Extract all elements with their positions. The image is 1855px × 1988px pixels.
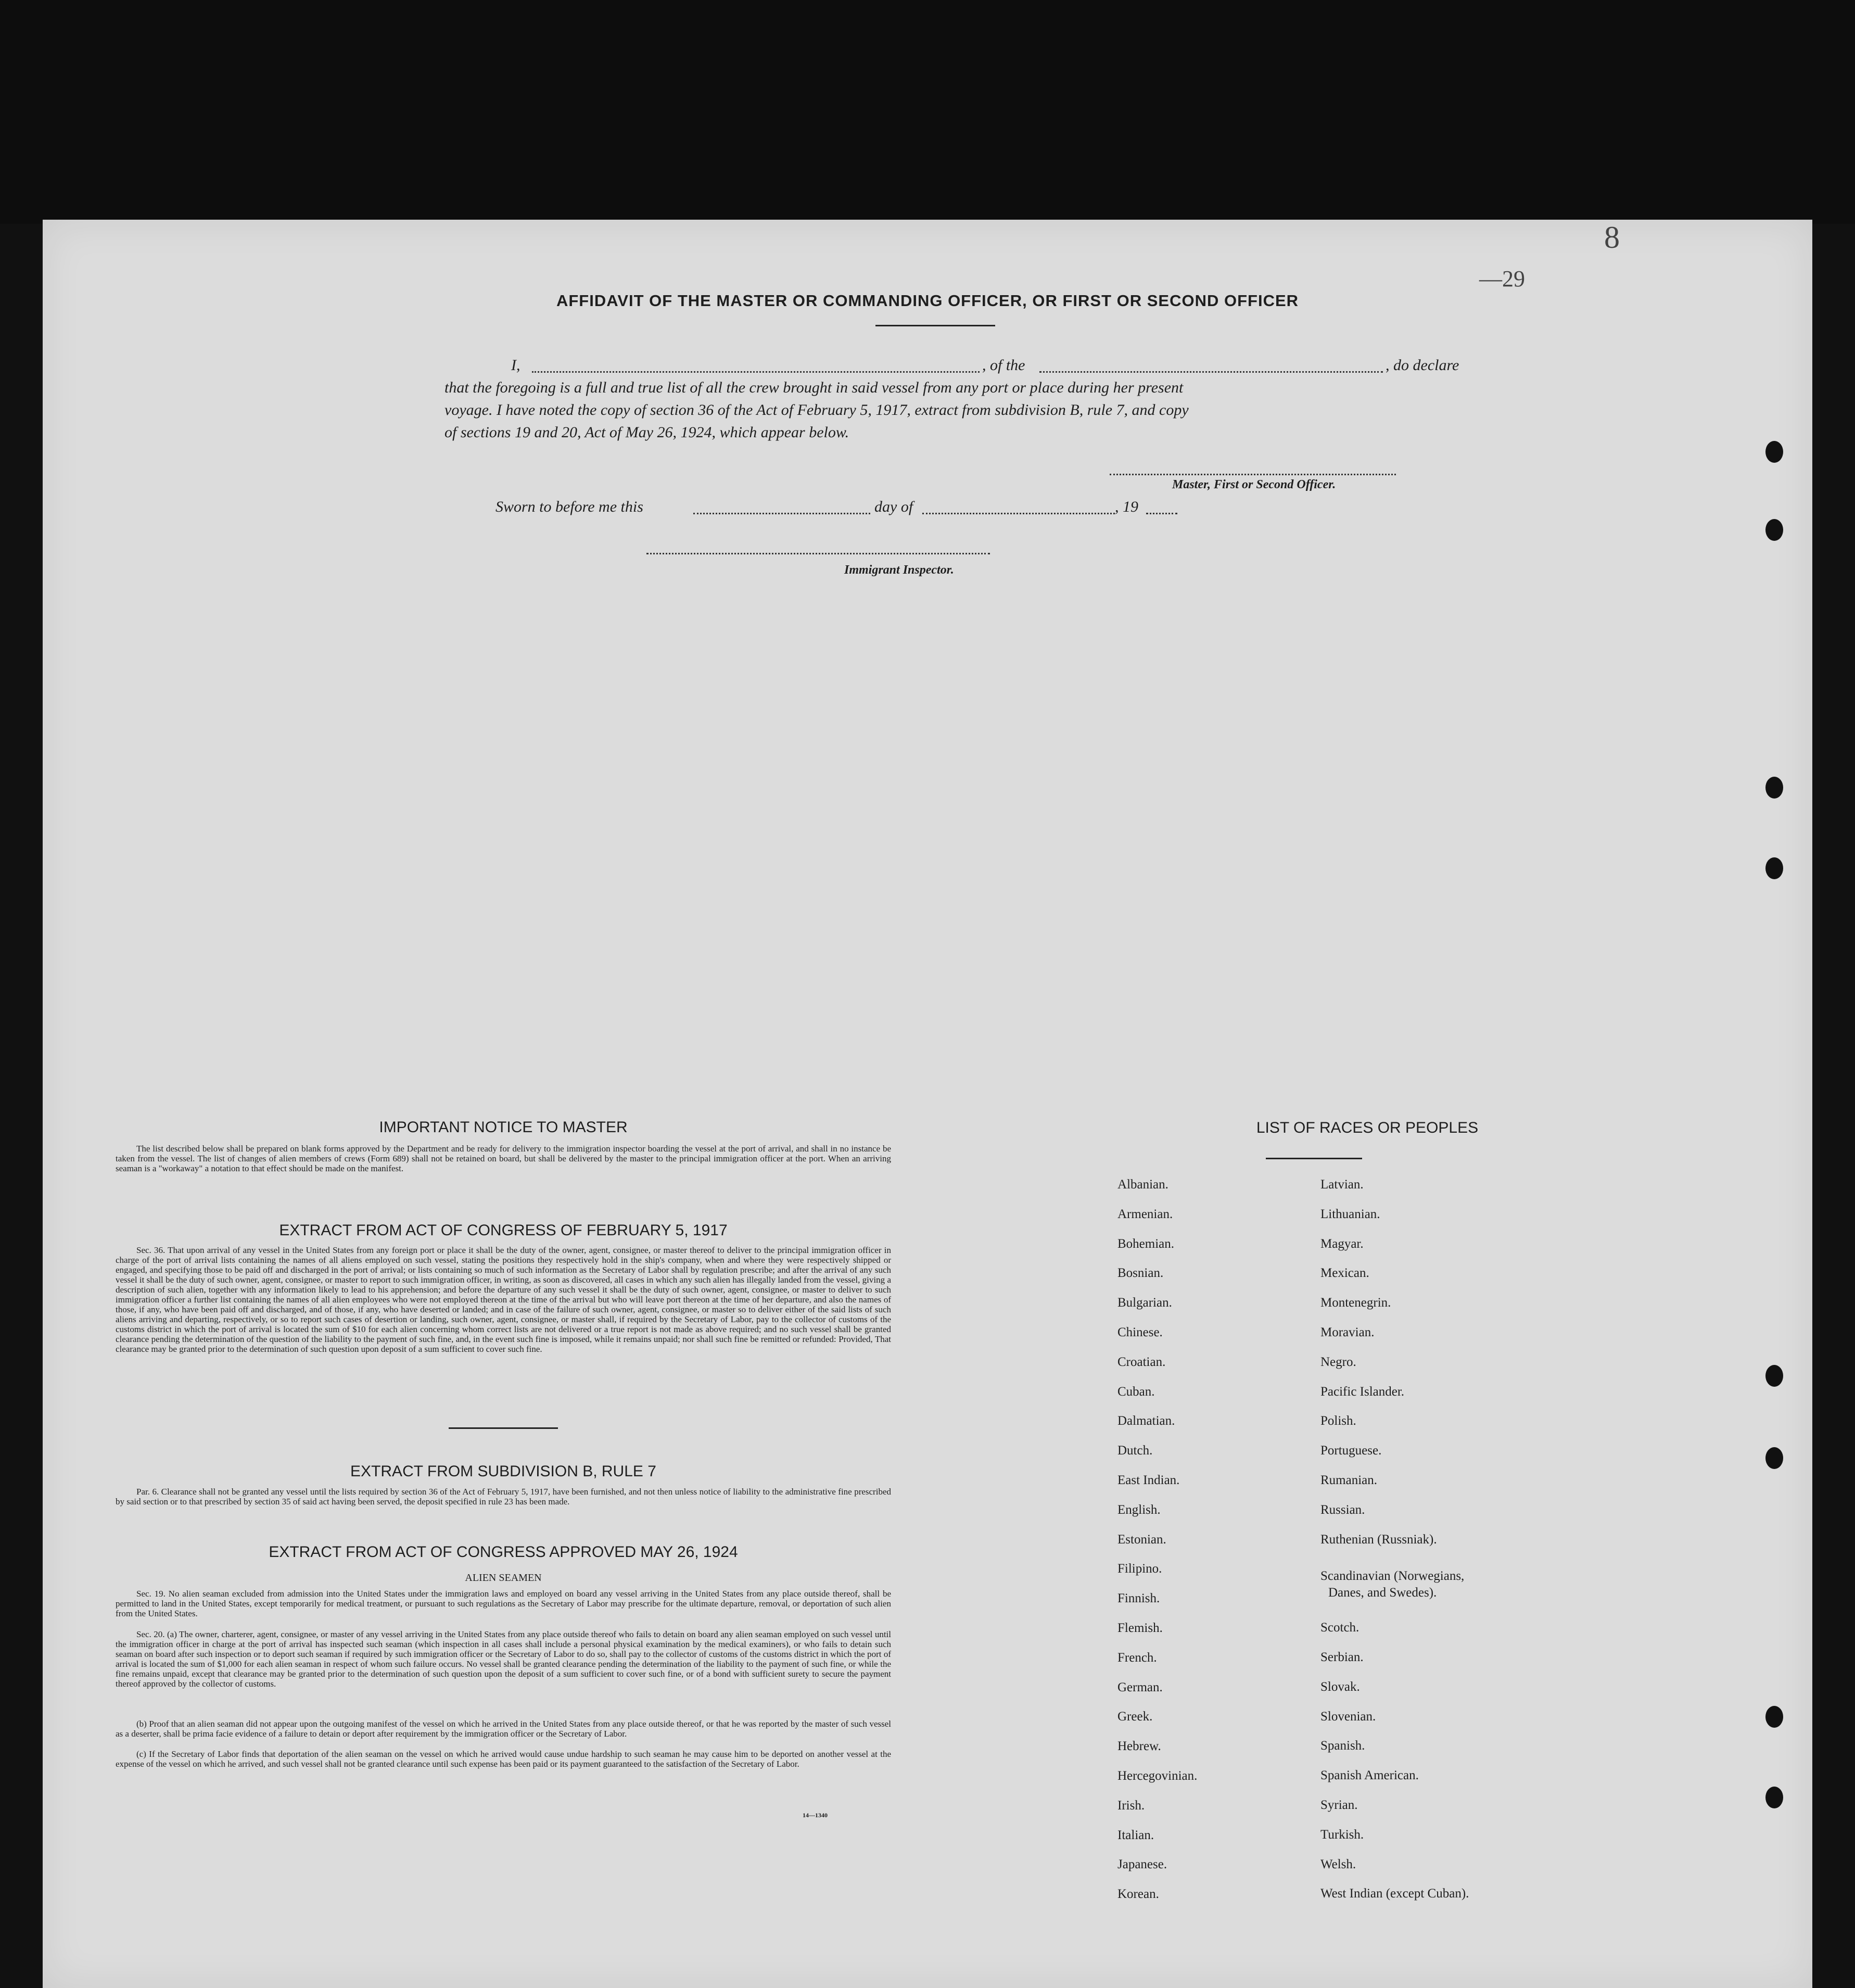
master-signature-line <box>1110 474 1396 475</box>
race-item: Italian. <box>1117 1828 1154 1842</box>
month-blank <box>922 513 1115 514</box>
race-item: Slovenian. <box>1320 1709 1376 1724</box>
form-number: 14—1340 <box>803 1812 828 1819</box>
race-item: Welsh. <box>1320 1857 1356 1871</box>
race-item: Negro. <box>1320 1354 1356 1369</box>
declare-label: , do declare <box>1386 357 1459 374</box>
punch-hole <box>1765 519 1783 541</box>
affidavit-line3: voyage. I have noted the copy of section 36 of the Act of February 5, 1917, extract from subdivision B, rule 7, and copy <box>444 401 1189 419</box>
extract-1924-sec19: Sec. 19. No alien seaman excluded from admission into the United States under the immigration laws and employed on board any vessel arriving in the United States from any place outside thereof, shall be permitted to land in the United States, except temporarily for medical treatment, or pursuant to such regulations as the Secretary of Labor may prescribe for the ultimate departure, removal, or deportation of such alien from the United States. <box>116 1589 891 1618</box>
race-item: Hercegovinian. <box>1117 1769 1198 1783</box>
extract-1924-sec20a: Sec. 20. (a) The owner, charterer, agent, consignee, or master of any vessel arriving in the United States from any place outside thereof who fails to detain on board any alien seaman employed on such vessel until the immigration officer in charge at the port of arrival has inspected such seaman (which inspection in all cases shall include a personal physical examination by the medical examiners), or who fails to detain such seaman on board after such inspection or to deport such seaman if required by such immigration officer or the Secretary of Labor to do so, shall pay to the collector of customs of the customs district in which the port of arrival is located the sum of $1,000 for each alien seaman in respect of whom such failure occurs. No vessel shall be granted clearance pending the determination of the liability to the payment of such fine, or while the fine remains unpaid, except that clearance may be granted prior to the determination of such question upon the deposit of a sum sufficient to cover such fine, or of a bond with sufficient surety to secure the payment thereof approved by the collector of customs. <box>116 1629 891 1689</box>
notice-title: IMPORTANT NOTICE TO MASTER <box>379 1119 628 1136</box>
sworn-line <box>495 496 1224 518</box>
race-item: Irish. <box>1117 1798 1145 1813</box>
title-underline <box>875 325 995 326</box>
race-item: Portuguese. <box>1320 1443 1382 1458</box>
punch-hole <box>1765 857 1783 879</box>
race-item: Slovak. <box>1320 1679 1360 1694</box>
corner-handwritten-mark: —29 <box>1479 266 1525 292</box>
extract-1924-title: EXTRACT FROM ACT OF CONGRESS APPROVED MAY 26, 1924 <box>269 1543 738 1561</box>
race-item: Scotch. <box>1320 1620 1360 1635</box>
race-item: Finnish. <box>1117 1591 1160 1606</box>
race-item: Croatian. <box>1117 1354 1166 1369</box>
punch-hole <box>1765 1365 1783 1387</box>
scan-background <box>0 0 1855 224</box>
punch-hole <box>1765 777 1783 799</box>
race-item: Lithuanian. <box>1320 1207 1380 1221</box>
year-blank <box>1146 513 1177 514</box>
race-item: Danes, and Swedes). <box>1328 1586 1437 1600</box>
vessel-blank <box>1039 371 1383 373</box>
race-item: Greek. <box>1117 1710 1153 1724</box>
race-item: Montenegrin. <box>1320 1296 1391 1310</box>
races-title-underline <box>1266 1158 1362 1159</box>
race-item: Turkish. <box>1320 1827 1364 1842</box>
master-signature-label: Master, First or Second Officer. <box>1172 478 1336 491</box>
day-of-label: day of <box>874 498 913 515</box>
race-item: Scandinavian (Norwegians, <box>1320 1569 1465 1584</box>
race-item: Ruthenian (Russniak). <box>1320 1532 1437 1547</box>
extract-1924-sec20c: (c) If the Secretary of Labor finds that deportation of the alien seaman on the vessel on which he arrived would cause undue hardship to such seaman he may cause him to be deported on another vessel at the expense of the vessel on which he arrived, and such vessel shall not be granted clearance until such expense has been paid or its payment guaranteed to the satisfaction of the Secretary of Labor. <box>116 1749 891 1769</box>
extract-1924-sec20b: (b) Proof that an alien seaman did not appear upon the outgoing manifest of the vessel on which he arrived in the United States from any place outside thereof, or that he was reported by the master of such vessel as a deserter, shall be prima facie evidence of a failure to detain or deport after requirement by the immigration officer or the Secretary of Labor. <box>116 1719 891 1739</box>
race-item: Polish. <box>1320 1414 1356 1428</box>
race-item: Moravian. <box>1320 1325 1375 1339</box>
year-label: , 19 <box>1115 498 1138 515</box>
race-item: East Indian. <box>1117 1473 1180 1487</box>
day-blank <box>693 513 870 514</box>
notice-body: The list described below shall be prepared on blank forms approved by the Department and be ready for delivery to the immigration inspector boarding the vessel at the port of arrival, and shall in no instance be taken from the vessel. The list of changes of alien members of crews (Form 689) shall not be retained on board, but shall be delivered by the master to the principal immigration officer at the port. When an arriving seaman is a "workaway" a notation to that effect should be made on the manifest. <box>116 1144 891 1173</box>
race-item: Pacific Islander. <box>1320 1384 1405 1399</box>
race-item: Mexican. <box>1320 1266 1369 1281</box>
race-item: Syrian. <box>1320 1798 1358 1812</box>
affidavit-title: AFFIDAVIT OF THE MASTER OR COMMANDING OFFICER, OR FIRST OR SECOND OFFICER <box>556 292 1299 310</box>
race-item: English. <box>1117 1502 1161 1517</box>
race-item: German. <box>1117 1680 1163 1694</box>
race-item: Armenian. <box>1117 1207 1173 1221</box>
race-item: Bosnian. <box>1117 1266 1164 1281</box>
race-item: Cuban. <box>1117 1384 1155 1399</box>
punch-hole <box>1765 1447 1783 1469</box>
race-item: West Indian (except Cuban). <box>1320 1886 1469 1901</box>
extract-rule7-title: EXTRACT FROM SUBDIVISION B, RULE 7 <box>350 1463 656 1480</box>
punch-hole <box>1765 1787 1783 1808</box>
race-item: Latvian. <box>1320 1177 1364 1192</box>
extract-1917-title: EXTRACT FROM ACT OF CONGRESS OF FEBRUARY 5, 1917 <box>279 1222 728 1239</box>
race-item: Magyar. <box>1320 1236 1364 1251</box>
race-item: Russian. <box>1320 1502 1365 1517</box>
punch-hole <box>1765 441 1783 463</box>
races-title: LIST OF RACES OR PEOPLES <box>1256 1119 1479 1136</box>
inspector-signature-line <box>646 553 990 554</box>
race-item: Hebrew. <box>1117 1739 1161 1754</box>
race-item: French. <box>1117 1650 1157 1665</box>
race-item: Rumanian. <box>1320 1473 1378 1487</box>
race-item: Dalmatian. <box>1117 1414 1175 1428</box>
race-item: Serbian. <box>1320 1650 1364 1664</box>
affidavit-i-label: I, <box>511 357 520 374</box>
race-item: Spanish. <box>1320 1739 1365 1753</box>
race-item: Filipino. <box>1117 1562 1162 1576</box>
affidavit-line4: of sections 19 and 20, Act of May 26, 1924, which appear below. <box>444 424 849 441</box>
race-item: Chinese. <box>1117 1325 1163 1339</box>
document-page <box>43 220 1812 1988</box>
affidavit-line1 <box>511 354 1479 376</box>
inspector-signature-label: Immigrant Inspector. <box>844 563 954 577</box>
race-item: Bulgarian. <box>1117 1296 1172 1310</box>
race-item: Korean. <box>1117 1887 1159 1902</box>
race-item: Albanian. <box>1117 1177 1168 1192</box>
of-the-label: , of the <box>982 357 1025 374</box>
sworn-label: Sworn to before me this <box>495 498 643 515</box>
name-blank <box>532 371 980 373</box>
divider <box>449 1427 558 1429</box>
race-item: Japanese. <box>1117 1857 1167 1872</box>
extract-1917-body: Sec. 36. That upon arrival of any vessel in the United States from any foreign port or place it shall be the duty of the owner, agent, consignee, or master thereof to deliver to the principal immigration officer in charge of the port of arrival lists containing the names of all aliens employed on such vessel, stating the positions they respectively hold in the ship's company, when and where they were respectively shipped or engaged, and specifying those to be paid off and discharged in the port of arrival; or lists containing so much of such information as the Secretary of Labor shall by regulation prescribe; and after the arrival of any such vessel it shall be the duty of such owner, agent, consignee, or master to report to such immigration officer, in writing, as soon as discovered, all cases in which any such alien has illegally landed from the vessel, giving a description of such alien, together with any information likely to lead to his apprehension; and before the departure of any such vessel it shall be the duty of such owner, agent, consignee, or master to deliver to such immigration officer a further list containing the names of all alien employees who were not employed thereon at the time of the arrival but who will leave port thereon at the time of her departure, and also the names of those, if any, who have been paid off and discharged, and of those, if any, who have deserted or landed; and in case of the failure of such owner, agent, consignee, or master so to deliver either of the said lists of such aliens arriving and departing, respectively, or so to report such cases of desertion or landing, such owner, agent, consignee, or master shall, if required by the Secretary of Labor, pay to the collector of customs of the customs district in which the port of arrival is located the sum of $10 for each alien concerning whom correct lists are not delivered or a true report is not made as above required; and no such vessel shall be granted clearance pending the determination of the question of the liability to the payment of such fine, and, in the event such fine is imposed, while it remains unpaid; nor shall such fine be remitted or refunded: Provided, That clearance may be granted prior to the determination of such question upon deposit of a sum sufficient to cover such fine. <box>116 1245 891 1354</box>
race-item: Flemish. <box>1117 1621 1163 1635</box>
race-item: Dutch. <box>1117 1443 1153 1458</box>
race-item: Spanish American. <box>1320 1768 1419 1783</box>
affidavit-line2: that the foregoing is a full and true list of all the crew brought in said vessel from any port or place during her present <box>444 379 1184 396</box>
extract-rule7-body: Par. 6. Clearance shall not be granted any vessel until the lists required by section 36 of the Act of February 5, 1917, have been furnished, and not then unless notice of liability to the administrative fine prescribed by said section or to that prescribed by section 35 of said act having been served, the deposit specified in rule 23 has been made. <box>116 1487 891 1506</box>
margin-handwritten-mark: 8 <box>1604 220 1620 255</box>
race-item: Estonian. <box>1117 1532 1166 1547</box>
race-item: Bohemian. <box>1117 1236 1175 1251</box>
extract-1924-subtitle: ALIEN SEAMEN <box>465 1572 542 1584</box>
punch-hole <box>1765 1706 1783 1728</box>
